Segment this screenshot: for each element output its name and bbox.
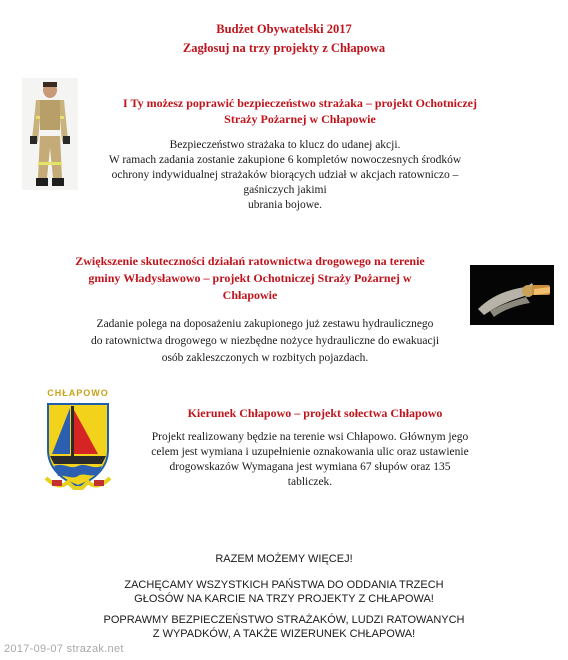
project3-description: Projekt realizowany będzie na terenie wsi Chłapowo. Głównym jego celem jest wymiana i uzupełnienie oznakowania ulic oraz ustawienie drogowskazów Wymagana jest wymiana 67 słupów oraz 135 tabliczek.: [151, 431, 469, 488]
project2-description: Zadanie polega na doposażeniu zakupionego już zestawu hydraulicznego do ratownictwa drogowego w niezbędne nożyce hydrauliczne do ewakuacji osób zakleszczonych w rozbitych pojazdach.: [90, 318, 440, 364]
page-header: [0, 20, 568, 58]
chlapowo-crest-icon: [40, 398, 116, 490]
project1-description: Bezpieczeństwo strażaka to klucz do udanej akcji. W ramach zadania zostanie zakupione 6 kompletów nowoczesnych środków ochrony indywidualnej strażaków biorących udział w akcjach ratowniczo – gaśniczych jakimi ubrania bojowe.: [108, 139, 462, 211]
crest-label: CHŁAPOWO: [47, 388, 109, 398]
project3-title: Kierunek Chłapowo – projekt sołectwa Chłapowo: [187, 406, 443, 420]
header-line-2: Zagłosuj na trzy projekty z Chłapowa: [182, 41, 386, 55]
chlapowo-crest: [40, 388, 116, 490]
call-to-action: [0, 552, 568, 648]
project1-title: I Ty możesz poprawić bezpieczeństwo strażaka – projekt Ochotniczej Straży Pożarnej w Chłapowie: [123, 96, 477, 126]
watermark: 2017-09-07 strazak.net: [4, 643, 124, 655]
header-line-1: Budżet Obywatelski 2017: [216, 22, 352, 36]
project2-title: Zwiększenie skuteczności działań ratownictwa drogowego na terenie gminy Władysławowo – projekt Ochotniczej Straży Pożarnej w Chłapowie: [75, 254, 425, 302]
footer-line-2: ZACHĘCAMY WSZYSTKICH PAŃSTWA DO ODDANIA TRZECH GŁOSÓW NA KARCIE NA TRZY PROJEKTY Z CHŁAPOWA!: [124, 579, 444, 605]
footer-line-3: POPRAWMY BEZPIECZEŃSTWO STRAŻAKÓW, LUDZI RATOWANYCH Z WYPADKÓW, A TAKŻE WIZERUNEK CHŁAPOWA!: [103, 614, 465, 640]
footer-line-1: RAZEM MOŻEMY WIĘCEJ!: [215, 553, 353, 565]
